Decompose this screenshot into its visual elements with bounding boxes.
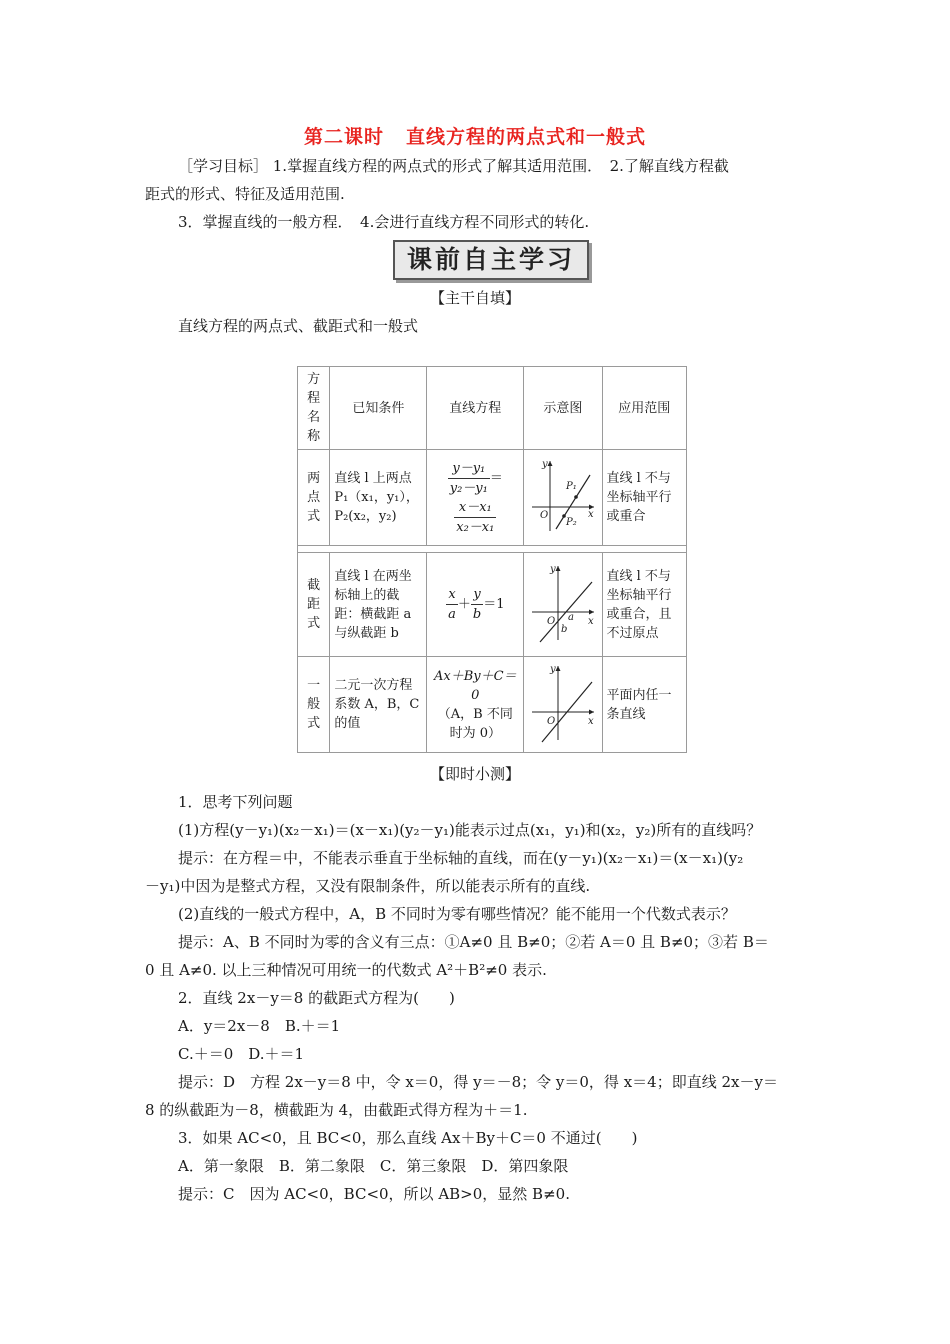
q1-hint1-line2: －y₁)中因为是整式方程，又没有限制条件，所以能表示所有的直线.: [145, 877, 591, 895]
q1-hint1-line1: 提示：在方程＝中，不能表示垂直于坐标轴的直线，而在(y－y₁)(x₂－x₁)＝(x－x₁)(y₂: [178, 849, 744, 867]
two-point-diagram: [528, 455, 598, 535]
origin-label: O: [546, 715, 556, 727]
header-name: 方程名称: [298, 367, 330, 450]
row2-frac-y-num: y: [471, 585, 483, 605]
y-label: y: [541, 458, 548, 470]
header-range: 应用范围: [602, 367, 687, 450]
row3-diagram: [524, 657, 602, 753]
row1-frac-x-num: x－x₁: [454, 498, 496, 518]
table-header-row: [298, 367, 687, 450]
q1-part2: (2)直线的一般式方程中，A，B 不同时为零有哪些情况？能不能用一个代数式表示？: [178, 905, 736, 923]
row2-rhs: ＝1: [483, 597, 505, 612]
origin-label: O: [546, 615, 556, 627]
row1-range: 直线 l 不与坐标轴平行或重合: [602, 450, 687, 546]
row2-name: 截距式: [298, 553, 330, 657]
objectives-line2: 距式的形式、特征及适用范围.: [145, 185, 345, 203]
row1-diagram: [524, 450, 602, 546]
y-label: y: [549, 663, 556, 675]
row1-frac-x-den: x₂－x₁: [456, 519, 495, 535]
y-label: y: [549, 563, 556, 575]
q1-hint2-line1: 提示：A、B 不同时为零的含义有三点：①A≠0 且 B≠0；②若 A＝0 且 B≠0；③若 B＝: [178, 933, 769, 951]
row3-eq-note1: （A，B 不同: [437, 706, 513, 722]
q2-options-cd: C.＋＝0 D.＋＝1: [178, 1045, 305, 1063]
q1-hint2-line2: 0 且 A≠0. 以上三种情况可用统一的代数式 A²＋B²≠0 表示.: [145, 961, 547, 979]
p2-label: P₂: [565, 516, 577, 528]
general-diagram: [528, 660, 598, 744]
header-equation: 直线方程: [427, 367, 524, 450]
row1-frac-y: [448, 459, 490, 498]
origin-label: O: [539, 509, 549, 521]
row2-range: 直线 l 不与坐标轴平行或重合，且不过原点: [602, 553, 687, 657]
row1-frac-y-num: y－y₁: [448, 459, 490, 479]
x-label: x: [587, 508, 594, 520]
section2-heading: 【即时小测】: [429, 765, 520, 783]
page-title: [0, 122, 950, 149]
row1-name: 两点式: [298, 450, 330, 546]
row3-range: 平面内任一条直线: [602, 657, 687, 753]
q3-options: A．第一象限 B．第二象限 C．第三象限 D．第四象限: [178, 1157, 569, 1175]
row1-eq-sign: ＝: [489, 470, 503, 486]
x-arrow: [589, 709, 594, 714]
row3-condition: 二元一次方程系数 A，B，C 的值: [330, 657, 427, 753]
header-diagram: 示意图: [524, 367, 602, 450]
equation-forms-table: [297, 366, 687, 753]
b-label: b: [560, 623, 568, 635]
table-row-intercept: [298, 553, 687, 657]
row3-eq-main: Ax＋By＋C＝0: [434, 668, 517, 703]
x-label: x: [587, 715, 594, 727]
intercept-diagram: [528, 560, 598, 644]
q2-stem: 2．直线 2x－y＝8 的截距式方程为( ): [178, 989, 455, 1007]
header-condition: 已知条件: [330, 367, 427, 450]
row1-frac-y-den: y₂－y₁: [449, 480, 488, 496]
q1-heading: 1．思考下列问题: [178, 793, 293, 811]
row2-diagram: [524, 553, 602, 657]
p1-label: P₁: [565, 480, 577, 492]
row1-equation: [427, 450, 524, 546]
row3-name: 一般式: [298, 657, 330, 753]
objectives-line1: ［学习目标］ 1.掌握直线方程的两点式的形式了解其适用范围． 2.了解直线方程截: [178, 157, 729, 175]
x-label: x: [587, 615, 594, 627]
q2-options-ab: A．y＝2x－8 B.＋＝1: [178, 1017, 341, 1035]
table-row-general: [298, 657, 687, 753]
q1-part1: (1)方程(y－y₁)(x₂－x₁)＝(x－x₁)(y₂－y₁)能表示过点(x₁，y₁)和(x₂，y₂)所有的直线吗？: [178, 821, 762, 839]
row2-frac-x-num: x: [446, 585, 458, 605]
row2-frac-y-den: b: [472, 607, 482, 622]
title-part2: 直线方程的两点式和一般式: [406, 126, 647, 148]
row1-frac-x: [454, 498, 496, 537]
a-label: a: [567, 611, 574, 623]
row2-frac-x-den: a: [448, 607, 456, 622]
point-p1: [574, 495, 578, 499]
objectives-line3: 3．掌握直线的一般方程． 4.会进行直线方程不同形式的转化.: [178, 213, 590, 231]
y-arrow: [555, 666, 560, 671]
section-banner: 课前自主学习: [393, 240, 589, 280]
row3-eq-note2: 时为 0）: [449, 725, 501, 741]
title-part1: 第二课时: [303, 126, 384, 148]
table-caption: 直线方程的两点式、截距式和一般式: [178, 317, 419, 335]
y-arrow: [547, 461, 552, 466]
row1-condition: 直线 l 上两点 P₁（x₁，y₁），P₂(x₂，y₂): [330, 450, 427, 546]
q3-stem: 3．如果 AC<0，且 BC<0，那么直线 Ax＋By＋C＝0 不通过( ): [178, 1129, 638, 1147]
row3-equation: [427, 657, 524, 753]
row2-frac-x: [446, 585, 458, 624]
row2-plus: ＋: [457, 597, 471, 612]
row2-equation: [427, 553, 524, 657]
table-row-two-point: [298, 450, 687, 546]
x-arrow: [589, 609, 594, 614]
q2-hint-line2: 8 的纵截距为－8，横截距为 4，由截距式得方程为＋＝1.: [145, 1101, 528, 1119]
row2-condition: 直线 l 在两坐标轴上的截距：横截距 a 与纵截距 b: [330, 553, 427, 657]
row2-frac-y: [471, 585, 483, 624]
section1-heading: 【主干自填】: [429, 289, 520, 307]
q3-hint: 提示：C 因为 AC<0，BC<0，所以 AB>0，显然 B≠0.: [178, 1185, 570, 1203]
y-arrow: [555, 566, 560, 571]
q2-hint-line1: 提示：D 方程 2x－y＝8 中，令 x＝0，得 y＝－8；令 y＝0，得 x＝4；即直线 2x－y＝: [178, 1073, 778, 1091]
table-gap: [298, 546, 687, 553]
